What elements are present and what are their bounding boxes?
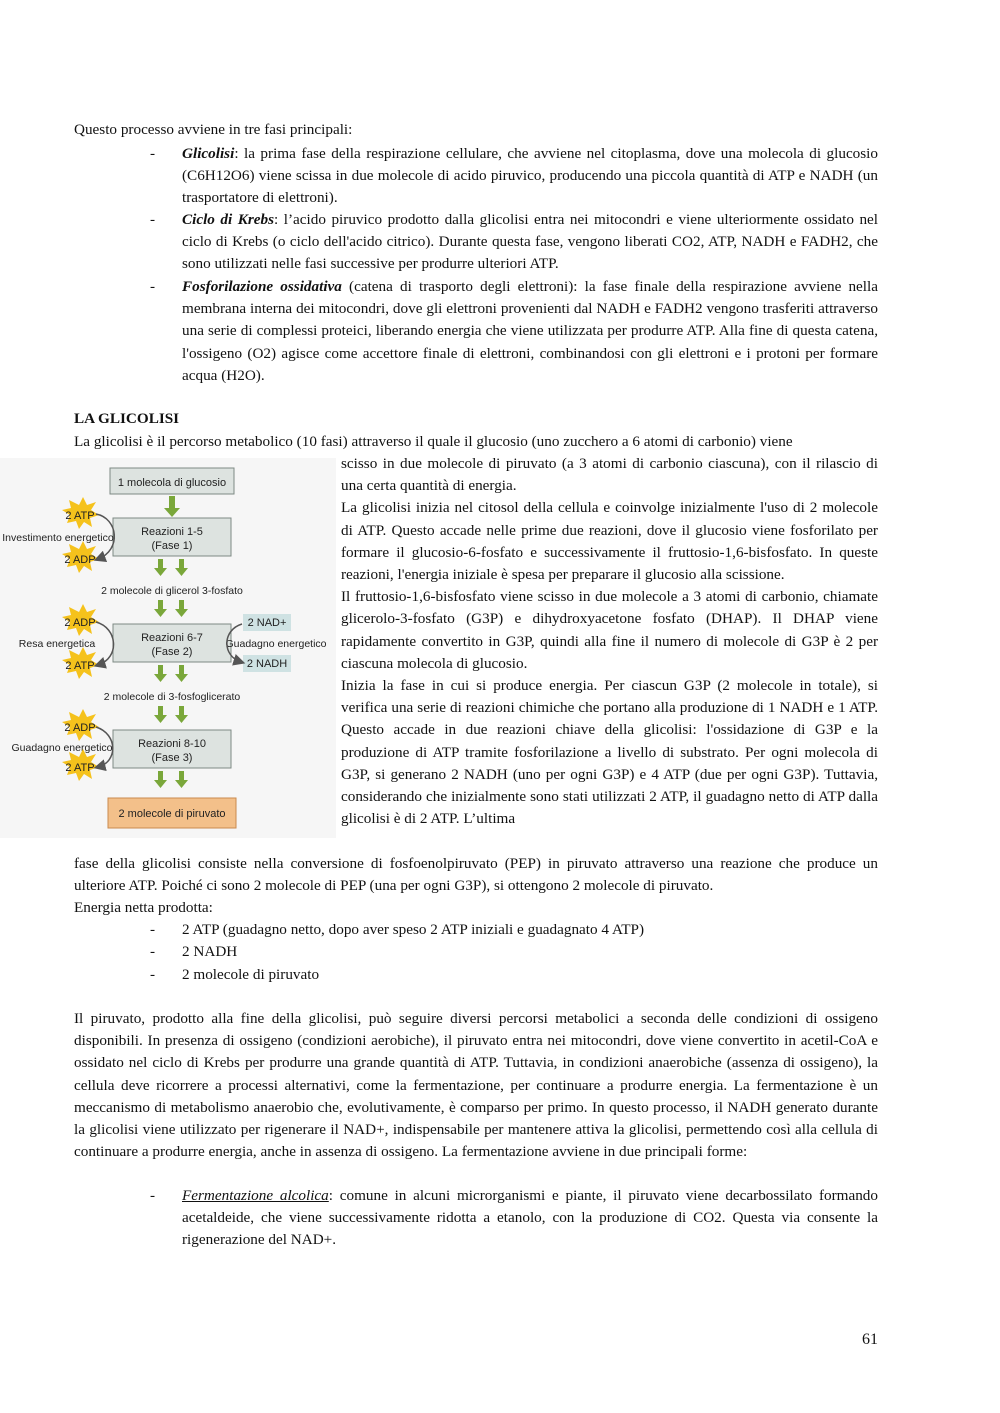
term: Glicolisi [182, 145, 235, 162]
fermentation-text: : comune in alcuni microrganismi e piante, il piruvato viene decarbossilato formando acetaldeide, che viene successivamente ridotta a etanolo, con la produzione di CO2. Questa via consente la rigenerazione del NAD+. [182, 1187, 878, 1249]
yield-label: Resa energetica [18, 638, 96, 650]
wrap-par-2: La glicolisi inizia nel citosol della cellula e coinvolge inizialmente l'uso di 2 molecole di ATP. Questo accade nelle prime due reazioni, dove il glucosio viene fosforilato per formare il glucosio-6-fosfato e successivamente il fruttosio-1,6-bisfosfato. In queste reazioni, l'energia iniziale è spesa per preparare il glucosio alla scissione. [341, 499, 878, 584]
term: Fosforilazione ossidativa [182, 278, 342, 295]
bullet-dash: - [150, 145, 156, 162]
phase2-subtitle: (Fase 2) [151, 646, 193, 658]
wrap-par-3: Il fruttosio-1,6-bisfosfato viene scisso in due molecole a 3 atomi di carbonio, chiamate glicerolo-3-fosfato (G3P) e dihydroxyacetone fosfato (DHAP). Il DHAP viene rapidamente convertito in G3P, quindi alla fine il numero di molecole di G3P è 2 per ciascuna molecola di glucosio. [341, 588, 878, 672]
bullet-dash: - [150, 966, 156, 983]
nad-label: 2 NAD+ [247, 617, 287, 629]
bullet-dash: - [150, 943, 156, 960]
bullet-dash: - [150, 211, 156, 228]
phase-fosforilazione [182, 276, 878, 387]
nadh-label: 2 NADH [246, 658, 288, 670]
energy-item: 2 NADH [182, 943, 238, 960]
phase-text: : la prima fase della respirazione cellulare, che avviene nel citoplasma, dove una molecola di glucosio (C6H12O6) viene scissa in due molecole di acido piruvico, producendo una piccola quantità di ATP e NADH (un trasportatore di elettroni). [182, 145, 878, 207]
phase1-title: Reazioni 1-5 [141, 526, 203, 538]
bullet-dash: - [150, 278, 156, 295]
energy-item: 2 ATP (guadagno netto, dopo aver speso 2 ATP iniziali e guadagnato 4 ATP) [182, 921, 645, 938]
intro-text: Questo processo avviene in tre fasi principali: [74, 121, 353, 138]
pyruvate-label: 2 molecole di piruvato [118, 808, 226, 820]
glycolysis-diagram [0, 458, 336, 838]
phase-glicolisi [182, 143, 878, 210]
glicolisi-after-text: fase della glicolisi consiste nella conversione di fosfoenolpiruvato (PEP) in piruvato attraverso una reazione che produce un ulteriore ATP. Poiché ci sono 2 molecole di PEP (una per ogni G3P), si ottengono 2 molecole di piruvato. [74, 855, 878, 895]
atp-label: 2 ATP [65, 762, 95, 774]
adp-label: 2 ADP [64, 722, 96, 734]
wrap-par-1: scisso in due molecole di piruvato (a 3 atomi di carbonio ciascuna), con il rilascio di una certa quantità di energia. [341, 455, 878, 495]
wrap-par-4: Inizia la fase in cui si produce energia. Per ciascun G3P (2 molecole in totale), si verifica una serie di reazioni chimiche che portano alla produzione di 1 NADH e 1 ATP. Questo accade in due reazioni chiave della glicolisi: l'ossidazione di G3P e la produzione di ATP tramite fosforilazione a livello di substrato. Per ogni molecola di G3P, si generano 2 NADH (uno per ogni G3P) e 4 ATP (due per ogni G3P). Tuttavia, considerando che inizialmente sono stati utilizzati 2 ATP, il guadagno netto di ATP dalla glicolisi è di 2 ATP. L’ultima [341, 677, 878, 828]
phase3-title: Reazioni 8-10 [138, 738, 206, 750]
atp-label: 2 ATP [65, 660, 95, 672]
mid-label-1: 2 molecole di glicerol 3-fosfato [101, 585, 243, 597]
phase1-subtitle: (Fase 1) [151, 540, 193, 552]
bullet-dash: - [150, 1187, 156, 1204]
atp-label: 2 ATP [65, 510, 95, 522]
adp-label: 2 ADP [64, 554, 96, 566]
wrapped-text-column [341, 453, 878, 830]
phase2-title: Reazioni 6-7 [141, 632, 203, 644]
energy-item: 2 molecole di piruvato [182, 966, 320, 983]
mid-label-2: 2 molecole di 3-fosfoglicerato [103, 691, 241, 703]
fermentation-item [182, 1185, 878, 1252]
page-number: 61 [862, 1331, 878, 1348]
phase-text: (catena di trasporto degli elettroni): la fase finale della respirazione avviene nella membrana interna dei mitocondri, dove gli elettroni provenienti dal NADH e FADH2 vengono trasferiti attraverso una serie di complessi proteici, liberando energia che viene utilizzata per produrre ATP. Alla fine di questa catena, l'ossigeno (O2) agisce come accettore finale di elettroni, combinandosi con gli elettroni e i protoni per formare acqua (H2O). [182, 278, 878, 384]
gain-label: Guadagno energetico [225, 638, 327, 650]
bullet-dash: - [150, 921, 156, 938]
adp-label: 2 ADP [64, 617, 96, 629]
phase-text: : l’acido piruvico prodotto dalla glicolisi entra nei mitocondri e viene ulteriormente ossidato nel ciclo di Krebs (o ciclo dell'acido citrico). Durante questa fase, vengono liberati CO2, ATP, NADH e FADH2, che sono utilizzati nelle fasi successive per produrre ulteriori ATP. [182, 211, 878, 273]
gain-label-3: Guadagno energetico [11, 742, 113, 754]
phase3-subtitle: (Fase 3) [151, 752, 193, 764]
glucose-label: 1 molecola di glucosio [117, 477, 227, 489]
investment-label: Investimento energetico [2, 532, 114, 544]
term: Fermentazione alcolica [182, 1187, 329, 1204]
piruvato-paragraph: Il piruvato, prodotto alla fine della glicolisi, può seguire diversi percorsi metabolici a seconda delle condizioni di ossigeno disponibili. In presenza di ossigeno (condizioni aerobiche), il piruvato entra nei mitocondri, dove viene convertito in acetil-CoA e ossidato nel ciclo di Krebs per produrre una grande quantità di ATP. Tuttavia, in condizioni anaerobiche (assenza di ossigeno), la cellula deve ricorrere a processi alternativi, come la fermentazione, per continuare a produrre energia. La fermentazione è un meccanismo di metabolismo anaerobio che, evolutivamente, è comparso per primo. In questo processo, il NADH generato durante la glicolisi viene utilizzato per rigenerare il NAD+, indispensabile per mantenere attiva la glicolisi, permettendo così alla cellula di continuare a produrre energia, anche in assenza di ossigeno. La fermentazione avviene in due principali forme: [74, 1010, 878, 1161]
glicolisi-first-line: La glicolisi è il percorso metabolico (10 fasi) attraverso il quale il glucosio (uno zucchero a 6 atomi di carbonio) viene [74, 433, 793, 450]
energy-label: Energia netta prodotta: [74, 899, 213, 916]
term: Ciclo di Krebs [182, 211, 275, 228]
section-heading: LA GLICOLISI [74, 410, 180, 427]
phase-krebs [182, 209, 878, 276]
